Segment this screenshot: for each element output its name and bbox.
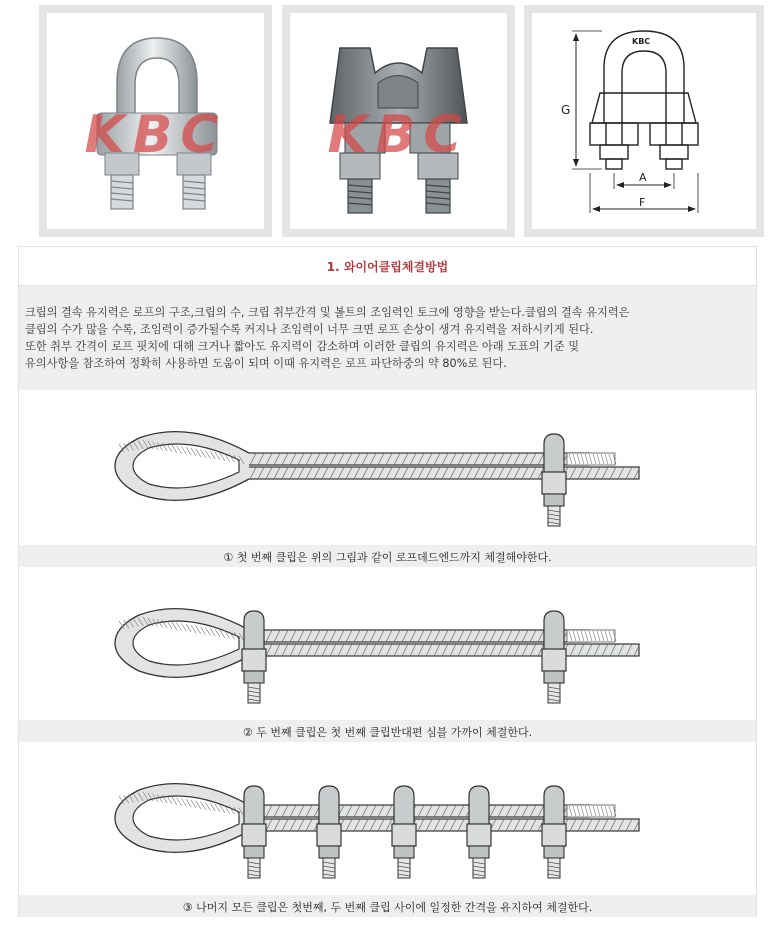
description-line: 유의사항을 참조하여 정확히 사용하면 도움이 되며 이때 유지력은 로프 파단하중의 약 80%로 된다. [25,357,507,370]
section-title: 1. 와이어클립체결방법 [326,260,449,274]
rope-clip-illustration-1 [19,390,756,545]
wire-clip [542,434,566,526]
rope-clip-illustration-3 [19,742,756,895]
dimension-f-label: F [639,196,646,209]
wire-clip [392,786,416,878]
wire-clip [542,786,566,878]
description-line: 클립의 수가 많을 수록, 조임력이 증가될수록 커지나 조임력이 너무 크면 로프 손상이 생겨 유지력을 저하시키게 된다. [25,323,594,336]
wire-clip [542,611,566,703]
rope-clip-illustration-2 [19,567,756,720]
kbc-watermark: KBC [84,105,227,165]
clip-photo-2 [282,5,515,237]
clip-photo-1 [39,5,272,237]
diagram-stamp-label: KBC [632,37,651,46]
step-2-figure [18,567,757,720]
wire-clip [242,786,266,878]
wire-clip [317,786,341,878]
description-line: 또한 취부 간격이 로프 핏치에 대해 크거나 짧아도 유지력이 감소하며 이러한 클립의 유지력은 아래 도표의 기준 및 [25,340,580,353]
step-3-figure [18,742,757,895]
clip-dimension-diagram [524,5,764,237]
dimension-a-label: A [639,171,647,184]
dimension-g-label: G [561,103,571,117]
step-3-caption: ③ 나머지 모든 클립은 첫번째, 두 번째 클립 사이에 일정한 간격을 유지하여 체결한다. [182,901,593,914]
description-box [18,286,757,390]
step-2-caption-bar [18,720,757,742]
description-line: 크립의 결속 유지력은 로프의 구조,크립의 수, 크립 취부간격 및 볼트의 조임력인 토크에 영향을 받는다.클립의 결속 유지력은 [25,306,630,319]
product-photo-row [0,0,778,245]
kbc-watermark: KBC [327,105,470,165]
step-1-caption-bar [18,545,757,567]
step-1-caption: ① 첫 번째 클립은 위의 그림과 같이 로프데드엔드까지 체결해야한다. [223,551,552,564]
step-3-caption-bar [18,895,757,917]
section-title-box [18,246,757,286]
wire-clip [242,611,266,703]
step-1-figure [18,390,757,545]
wire-clip [467,786,491,878]
step-2-caption: ② 두 번째 클립은 첫 번째 클립반대편 심블 가까이 체결한다. [242,726,533,739]
